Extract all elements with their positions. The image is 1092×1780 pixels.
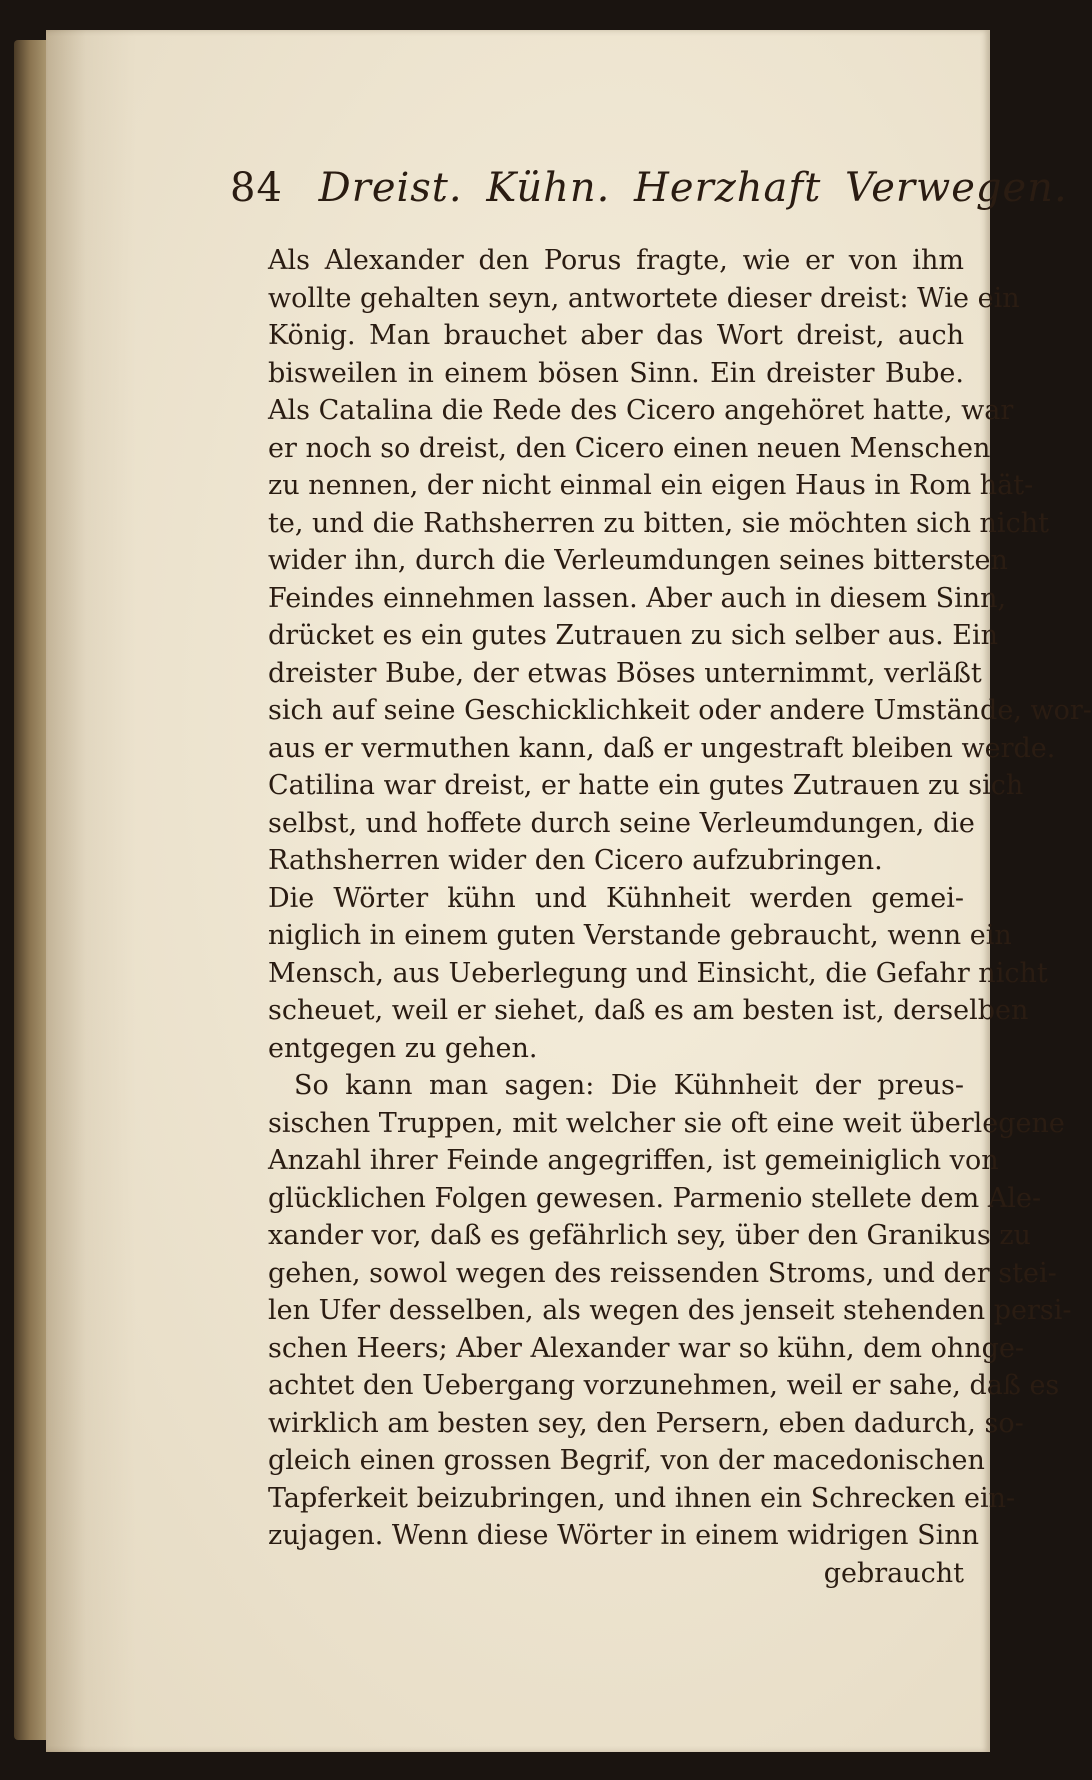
text-line: gehen, sowol wegen des reissenden Stroms, und der stei-	[268, 1257, 1057, 1289]
text-line: Feindes einnehmen lassen. Aber auch in diesem Sinn,	[268, 582, 1007, 614]
text-line: gleich einen grossen Begrif, von der macedonischen	[268, 1445, 985, 1476]
text-line: sich auf seine Geschicklichkeit oder andere Umstände, wor-	[268, 695, 1092, 726]
text-line: Als Alexander den Porus fragte, wie er von ihm	[268, 245, 964, 276]
text-line: glücklichen Folgen gewesen. Parmenio stellete dem Ale-	[268, 1182, 1042, 1214]
text-line: So kann man sagen: Die Kühnheit der preus-	[294, 1070, 964, 1101]
text-line: Anzahl ihrer Feinde angegriffen, ist gemeiniglich von	[268, 1145, 999, 1176]
text-line: er noch so dreist, den Cicero einen neuen Menschen	[268, 432, 991, 464]
text-line: Mensch, aus Ueberlegung und Einsicht, die Gefahr nicht	[268, 957, 1048, 989]
text-line: selbst, und hoffete durch seine Verleumdungen, die	[268, 807, 975, 839]
text-line: drücket es ein gutes Zutrauen zu sich selber aus. Ein	[268, 620, 999, 651]
text-line: Catilina war dreist, er hatte ein gutes Zutrauen zu sich	[268, 770, 1024, 801]
text-line: wirklich am besten sey, den Persern, eben dadurch, so-	[268, 1407, 1024, 1439]
running-title: Dreist. Kühn. Herzhaft Verwegen.	[318, 165, 1068, 211]
text-line: entgegen zu gehen.	[268, 1032, 538, 1064]
text-line: wider ihn, durch die Verleumdungen seines bittersten	[268, 545, 1008, 576]
text-line: aus er vermuthen kann, daß er ungestraft bleiben werde.	[268, 732, 1056, 764]
text-line: scheuet, weil er siehet, daß es am besten ist, derselben	[268, 995, 1029, 1026]
page-number: 84	[230, 165, 283, 211]
text-line: te, und die Rathsherren zu bitten, sie möchten sich nicht	[268, 507, 1049, 539]
text-line: zu nennen, der nicht einmal ein eigen Haus in Rom hät-	[268, 470, 1034, 501]
text-line: Die Wörter kühn und Kühnheit werden gemei-	[268, 882, 964, 914]
text-line: Tapferkeit beizubringen, und ihnen ein Schrecken ein-	[268, 1482, 1016, 1514]
text-line: niglich in einem guten Verstande gebraucht, wenn ein	[268, 920, 1012, 951]
running-header	[230, 165, 1068, 221]
text-line: Rathsherren wider den Cicero aufzubringen.	[268, 845, 883, 876]
text-line: schen Heers; Aber Alexander war so kühn, dem ohnge-	[268, 1332, 1025, 1364]
text-line: bisweilen in einem bösen Sinn. Ein dreister Bube.	[268, 357, 964, 389]
text-line: Als Catalina die Rede des Cicero angehöret hatte, war	[268, 395, 1014, 426]
body-text	[268, 242, 1092, 1592]
text-line: wollte gehalten seyn, antwortete dieser dreist: Wie ein	[268, 282, 1020, 314]
text-line: zujagen. Wenn diese Wörter in einem widrigen Sinn	[268, 1520, 979, 1551]
text-line: xander vor, daß es gefährlich sey, über den Granikus zu	[268, 1220, 1031, 1251]
text-line: sischen Truppen, mit welcher sie oft eine weit überlegene	[268, 1107, 1065, 1139]
catchword: gebraucht	[823, 1557, 964, 1589]
text-line: König. Man brauchet aber das Wort dreist, auch	[268, 320, 964, 351]
text-line: achtet den Uebergang vorzunehmen, weil er sahe, daß es	[268, 1370, 1060, 1401]
text-line: dreister Bube, der etwas Böses unternimmt, verläßt	[268, 657, 982, 689]
text-line: len Ufer desselben, als wegen des jenseit stehenden persi-	[268, 1295, 1072, 1326]
